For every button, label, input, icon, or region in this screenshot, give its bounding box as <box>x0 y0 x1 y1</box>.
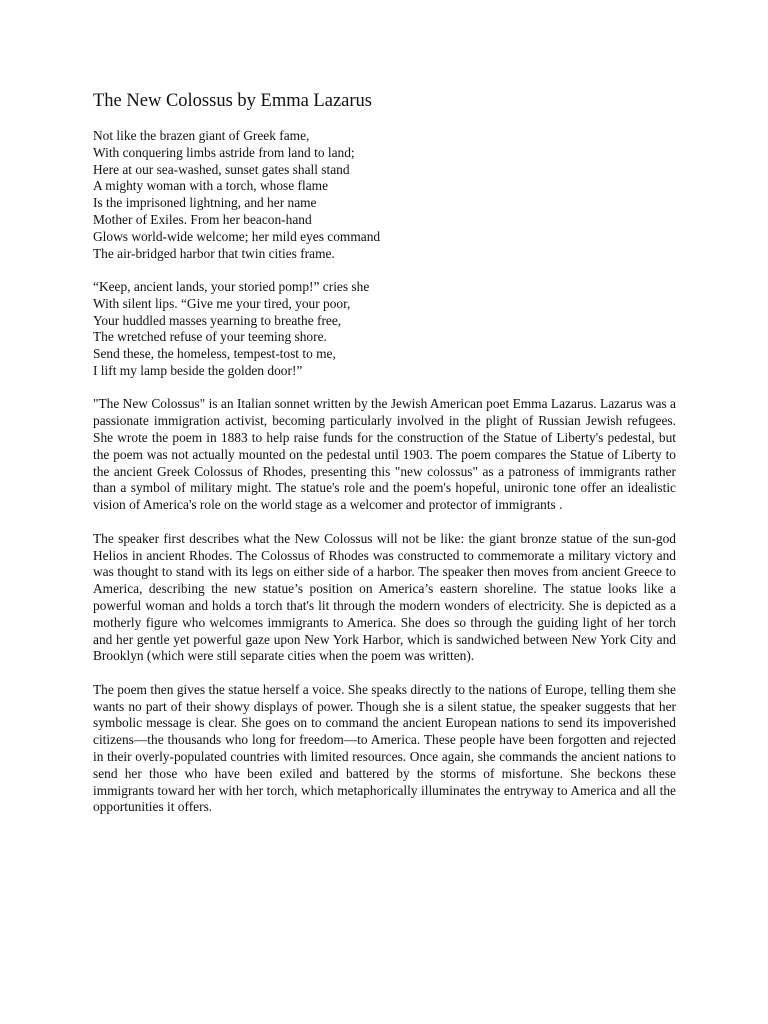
poem-line: With silent lips. “Give me your tired, your poor, <box>93 295 351 311</box>
poem-line: Is the imprisoned lightning, and her name <box>93 195 317 211</box>
poem-line: Not like the brazen giant of Greek fame, <box>93 128 310 143</box>
poem-line: Mother of Exiles. From her beacon-hand <box>93 211 312 227</box>
document-title: The New Colossus by Emma Lazarus <box>93 91 372 111</box>
analysis-paragraph-1: "The New Colossus" is an Italian sonnet written by the Jewish American poet Emma Lazarus. Lazarus was a passionate immigration activist, becoming particularly involved in the plight of Russian Jewish refugees. She wrote the poem in 1883 to help raise funds for the construction of the Statue of Liberty's pedestal, but the poem was not actually mounted on the pedestal until 1903. The poem compares the Statue of Liberty to the ancient Greek Colossus of Rhodes, presenting this "new colossus" as a patroness of immigrants rather than a symbol of military might. The statue's role and the poem's hopeful, unironic tone offer an idealistic vision of America's role on the world stage as a welcomer and protector of immigrants . <box>93 396 676 513</box>
poem-line: A mighty woman with a torch, whose flame <box>93 178 329 194</box>
poem-line: Send these, the homeless, tempest-tost to me, <box>93 346 336 362</box>
document-page <box>93 90 676 816</box>
analysis-paragraph-2: The speaker first describes what the New Colossus will not be like: the giant bronze statue of the sun-god Helios in ancient Rhodes. The Colossus of Rhodes was constructed to commemorate a military victory and was thought to stand with its legs on either side of a harbor. The speaker then moves from ancient Greece to America, describing the new statue’s position on America’s eastern shoreline. The statue looks like a powerful woman and holds a torch that's lit through the modern wonders of electricity. She is depicted as a motherly figure who welcomes immigrants to America. She does so through the guiding light of her torch and her gentle yet powerful gaze upon New York Harbor, which is sandwiched between New York City and Brooklyn (which were still separate cities when the poem was written). <box>93 530 676 664</box>
poem-line: The wretched refuse of your teeming shore. <box>93 329 327 345</box>
poem-line: Glows world-wide welcome; her mild eyes command <box>93 228 381 244</box>
poem-line: Here at our sea-washed, sunset gates shall stand <box>93 161 350 177</box>
poem-stanza-1 <box>93 128 676 262</box>
poem-line: With conquering limbs astride from land to land; <box>93 144 355 160</box>
analysis-paragraph-3: The poem then gives the statue herself a voice. She speaks directly to the nations of Europe, telling them she wants no part of their showy displays of power. Though she is a silent statue, the speaker suggests that her symbolic message is clear. She goes on to command the ancient European nations to send its impoverished citizens—the thousands who long for freedom—to America. These people have been forgotten and rejected in their overly-populated countries with limited resources. Once again, she commands the ancient nations to send her those who have been exiled and battered by the storms of misfortune. She beckons these immigrants toward her with her torch, which metaphorically illuminates the entryway to America and all the opportunities it offers. <box>93 681 676 815</box>
poem-line: “Keep, ancient lands, your storied pomp!” cries she <box>93 278 370 294</box>
poem-line: I lift my lamp beside the golden door!” <box>93 362 303 378</box>
poem-stanza-2 <box>93 279 676 380</box>
poem-line: Your huddled masses yearning to breathe free, <box>93 312 342 328</box>
poem-line: The air-bridged harbor that twin cities frame. <box>93 245 335 261</box>
